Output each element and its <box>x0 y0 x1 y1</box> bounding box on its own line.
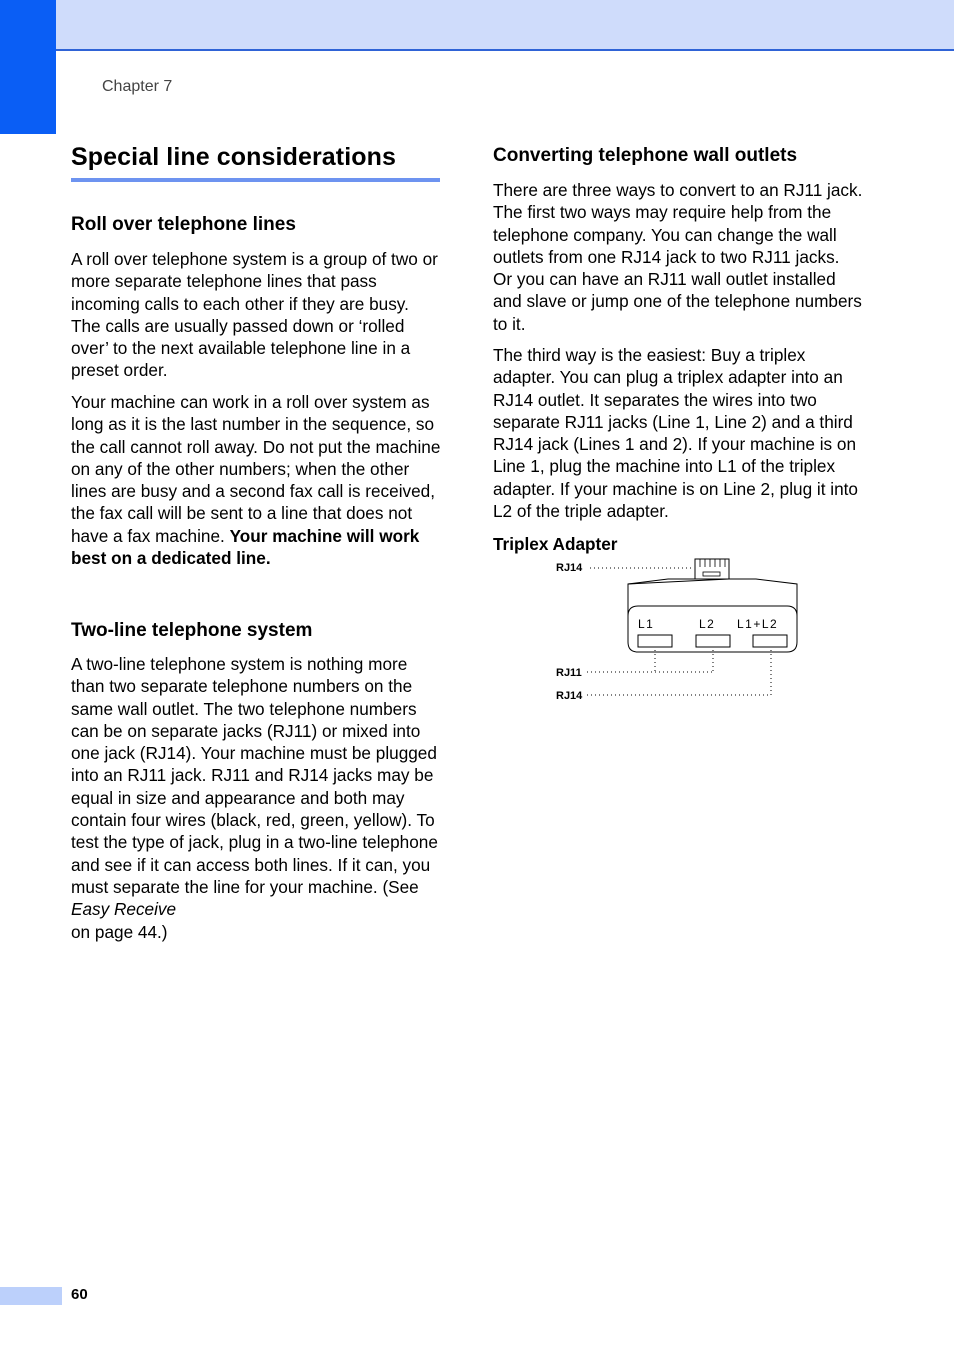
converting-paragraph-2: The third way is the easiest: Buy a triplex adapter. You can plug a triplex adapter into an RJ14 outlet. It separates the wires into two separate RJ11 jacks (Line 1, Line 2) and a third RJ14 jack (Lines 1 and 2). If your machine is on Line 1, plug the machine into L1 of the triplex adapter. If your machine is on Line 2, plug it into L2 of the triple adapter. <box>493 345 858 522</box>
page-number-tab <box>0 1287 62 1305</box>
label-rj14-bottom: RJ14 <box>556 690 583 702</box>
figure-title: Triplex Adapter <box>493 534 618 554</box>
title-underline <box>71 178 440 182</box>
section-heading-roll-over: Roll over telephone lines <box>71 214 296 235</box>
port-label-l1: L1 <box>638 617 655 631</box>
label-rj11: RJ11 <box>556 667 582 679</box>
easy-receive-reference: Easy Receive <box>71 899 177 920</box>
section-heading-converting: Converting telephone wall outlets <box>493 145 798 166</box>
chapter-label: Chapter 7 <box>102 78 173 95</box>
port-label-l2: L2 <box>699 617 716 631</box>
port-l1l2 <box>753 635 787 647</box>
page-number: 60 <box>71 1286 88 1303</box>
port-l1 <box>638 635 672 647</box>
roll-over-paragraph-2: Your machine can work in a roll over system as long as it is the last number in the sequence, so the call cannot roll away. Do not put the machine on any of the other numbers; when the other lines are busy and a second fax call is received, the fax call will be sent to a line that does not have a fax machine. Your machine will work best on a dedicated line. <box>71 392 441 569</box>
two-line-paragraph: A two-line telephone system is nothing more than two separate telephone numbers on the same wall outlet. The two telephone numbers can be on separate jacks (RJ11) or mixed into one jack (RJ14). Your machine must be plugged into an RJ11 jack. RJ11 and RJ14 jacks may be equal in size and appearance and both may contain four wires (black, red, green, yellow). To test the type of jack, plug in a two-line telephone and see if it can access both lines. If it can, you must separate the line for your machine. (See Easy Receive on page 44.) <box>71 654 438 942</box>
chapter-tab <box>0 0 56 134</box>
section-heading-two-line: Two-line telephone system <box>71 620 313 641</box>
port-label-l1l2: L1+L2 <box>737 617 779 631</box>
label-rj14-top: RJ14 <box>556 562 583 574</box>
triplex-adapter-diagram <box>552 556 802 706</box>
converting-paragraph-1: There are three ways to convert to an RJ11 jack. The first two ways may require help from the telephone company. You can change the wall outlets from one RJ14 jack to two RJ11 jacks. Or you can have an RJ11 wall outlet installed and slave or jump one of the telephone numbers to it. <box>493 180 863 334</box>
page-title: Special line considerations <box>71 143 397 171</box>
roll-over-emphasis: Your machine will work best on a dedicated line. <box>71 525 420 569</box>
port-l2 <box>696 635 730 647</box>
roll-over-paragraph-1: A roll over telephone system is a group of two or more separate telephone lines that pass incoming calls to each other if they are busy. The calls are usually passed down or ‘rolled over’ to the next available telephone line in a preset order. <box>71 249 438 381</box>
header-band <box>0 0 954 51</box>
adapter-plug <box>695 559 729 579</box>
